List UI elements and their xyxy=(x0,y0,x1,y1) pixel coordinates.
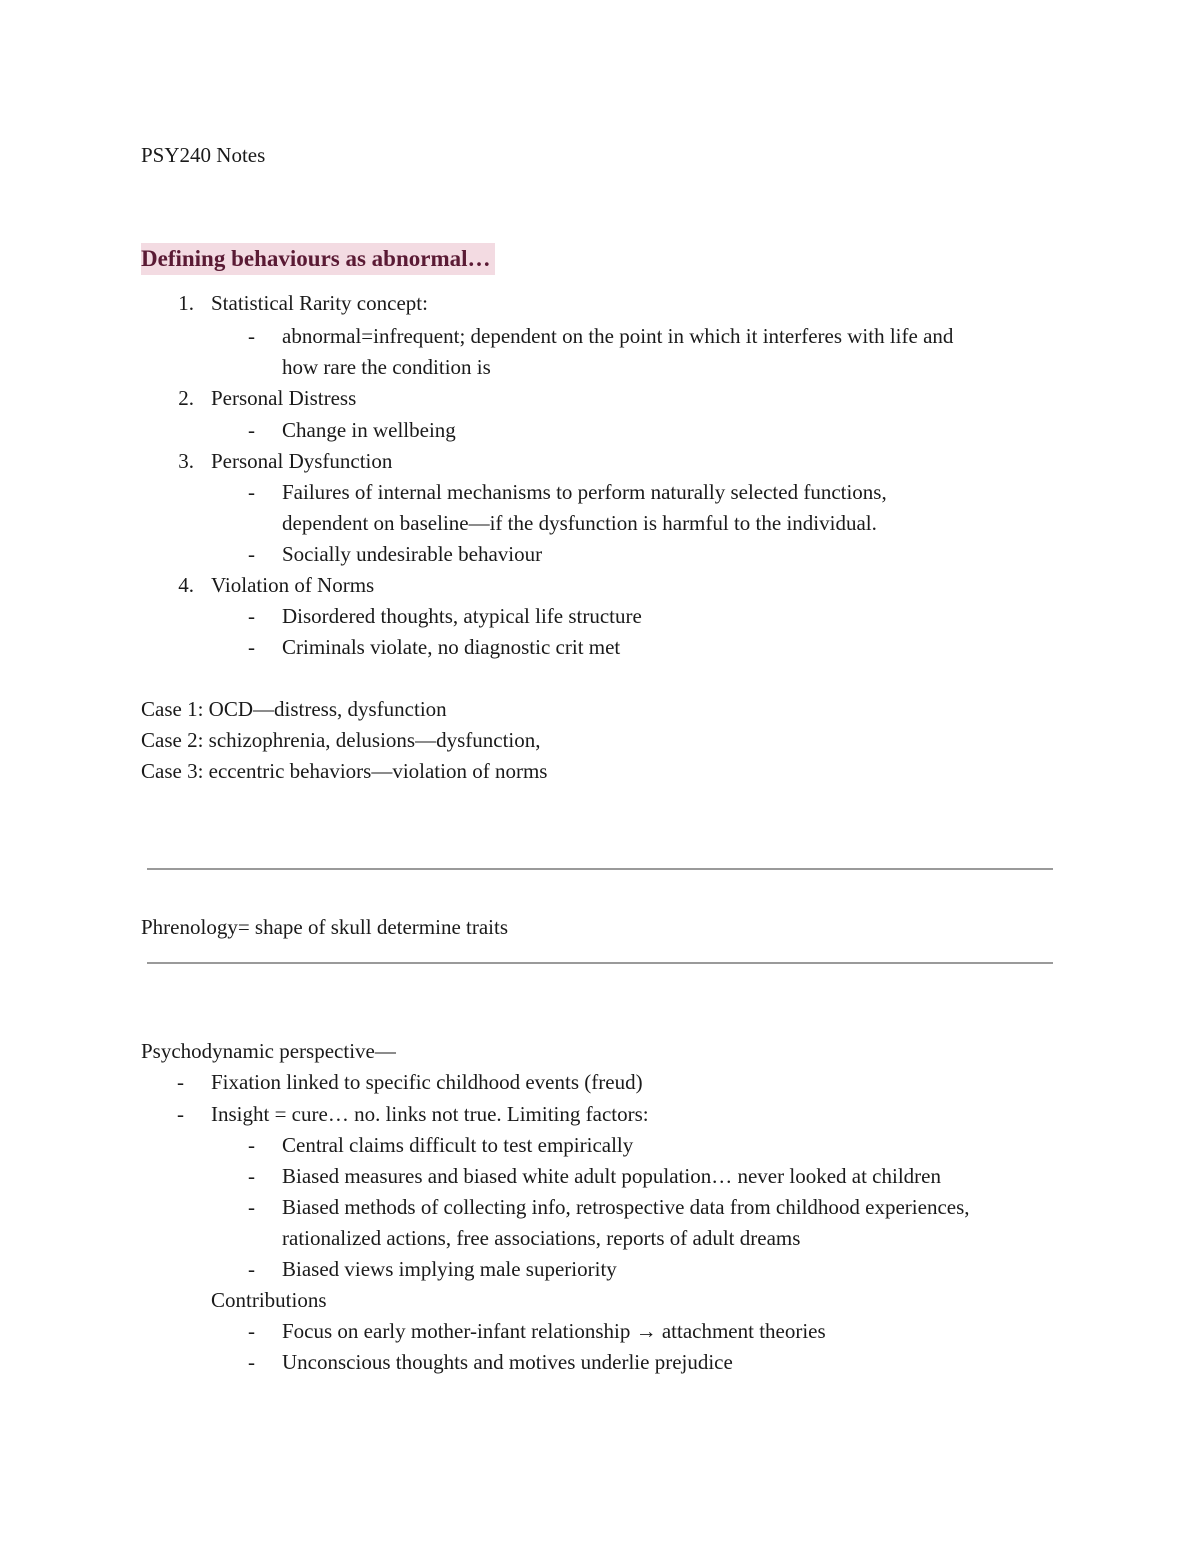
point-item: Fixation linked to specific childhood events (freud) xyxy=(211,1070,643,1094)
sub-item: Disordered thoughts, atypical life structure xyxy=(282,604,642,628)
limit-item: Central claims difficult to test empirically xyxy=(282,1133,634,1157)
sub-item: Socially undesirable behaviour xyxy=(282,542,543,566)
list-item-label: Personal Dysfunction xyxy=(211,449,393,473)
sub-item: Change in wellbeing xyxy=(282,418,456,442)
limit-item: Biased views implying male superiority xyxy=(282,1257,617,1281)
dash-bullet: - xyxy=(248,542,255,566)
sub-item: Failures of internal mechanisms to perform naturally selected functions, xyxy=(282,480,887,504)
case-line: Case 3: eccentric behaviors—violation of norms xyxy=(141,759,548,783)
limit-item: Biased measures and biased white adult population… never looked at children xyxy=(282,1164,941,1188)
dash-bullet: - xyxy=(177,1070,184,1094)
dash-bullet: - xyxy=(248,1350,255,1374)
contribution-item: Unconscious thoughts and motives underlie prejudice xyxy=(282,1350,733,1374)
horizontal-rule xyxy=(147,962,1053,964)
contributions-label: Contributions xyxy=(211,1288,327,1312)
case-line: Case 2: schizophrenia, delusions—dysfunction, xyxy=(141,728,541,752)
phrenology-line: Phrenology= shape of skull determine traits xyxy=(141,915,509,939)
contribution-item: Focus on early mother-infant relationship → attachment theories xyxy=(282,1319,826,1343)
list-number: 2. xyxy=(178,386,194,410)
dash-bullet: - xyxy=(248,1133,255,1157)
dash-bullet: - xyxy=(248,604,255,628)
sub-item: Criminals violate, no diagnostic crit met xyxy=(282,635,621,659)
sub-item-continued: dependent on baseline—if the dysfunction is harmful to the individual. xyxy=(282,511,877,535)
dash-bullet: - xyxy=(248,324,255,348)
list-item-label: Violation of Norms xyxy=(211,573,375,597)
dash-bullet: - xyxy=(248,480,255,504)
dash-bullet: - xyxy=(248,1319,255,1343)
dash-bullet: - xyxy=(248,418,255,442)
limit-item: Biased methods of collecting info, retrospective data from childhood experiences, xyxy=(282,1195,970,1219)
list-item-label: Statistical Rarity concept: xyxy=(211,291,428,315)
dash-bullet: - xyxy=(248,1164,255,1188)
dash-bullet: - xyxy=(248,1195,255,1219)
list-number: 1. xyxy=(178,291,194,315)
page-title: PSY240 Notes xyxy=(141,143,266,167)
point-item: Insight = cure… no. links not true. Limiting factors: xyxy=(211,1102,649,1126)
dash-bullet: - xyxy=(177,1102,184,1126)
section-heading-abnormal: Defining behaviours as abnormal… xyxy=(141,243,495,275)
sub-item: abnormal=infrequent; dependent on the point in which it interferes with life and xyxy=(282,324,954,348)
horizontal-rule xyxy=(147,868,1053,870)
dash-bullet: - xyxy=(248,635,255,659)
list-number: 3. xyxy=(178,449,194,473)
limit-item-continued: rationalized actions, free associations, reports of adult dreams xyxy=(282,1226,801,1250)
sub-item-continued: how rare the condition is xyxy=(282,355,491,379)
dash-bullet: - xyxy=(248,1257,255,1281)
list-number: 4. xyxy=(178,573,194,597)
case-line: Case 1: OCD—distress, dysfunction xyxy=(141,697,447,721)
psychodynamic-heading: Psychodynamic perspective— xyxy=(141,1039,396,1063)
list-item-label: Personal Distress xyxy=(211,386,357,410)
